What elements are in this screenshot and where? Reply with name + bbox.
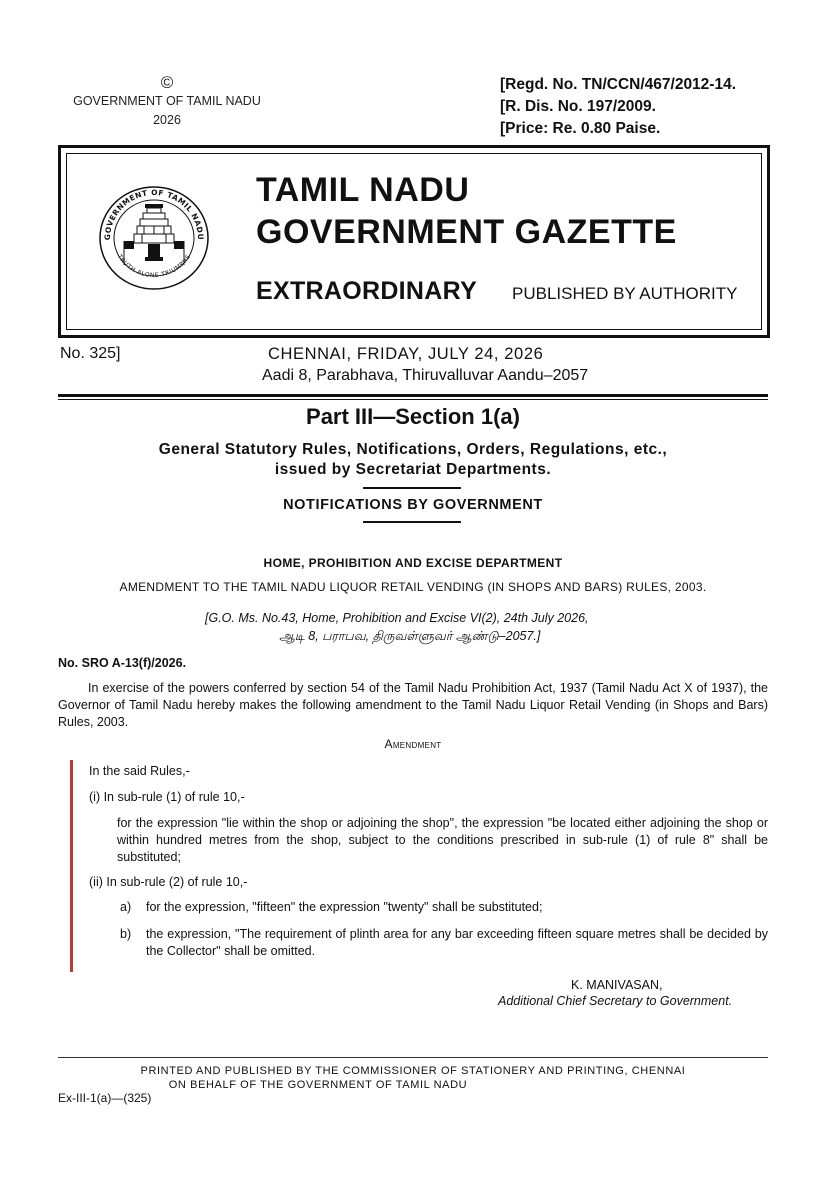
footer-line1: PRINTED AND PUBLISHED BY THE COMMISSIONER OF STATIONERY AND PRINTING, CHENNAI — [140, 1065, 686, 1077]
go-reference — [205, 609, 589, 645]
go-reference-line1: [G.O. Ms. No.43, Home, Prohibition and Excise VI(2), 24th July 2026, — [205, 611, 589, 625]
tamil-nadu-emblem — [94, 183, 214, 291]
header-right — [500, 74, 736, 140]
gazette-title-line2: GOVERNMENT GAZETTE — [256, 213, 677, 251]
issue-date: CHENNAI, FRIDAY, JULY 24, 2026 — [268, 345, 544, 363]
item-b-label: b) — [120, 927, 132, 941]
item-i-heading: (i) In sub-rule (1) of rule 10,- — [89, 790, 245, 804]
header-year: 2026 — [153, 113, 181, 127]
item-i-text: for the expression "lie within the shop or adjoining the shop", the expression "be located either adjoining the shop or within hundred metres from the shop, subject to the conditions prescribed in sub-rule (1) of rule 8" shall be substituted; — [117, 816, 768, 864]
amendment-marker-bar — [70, 760, 73, 972]
issue-number: No. 325] — [60, 345, 121, 362]
gazette-title-line1: TAMIL NADU — [256, 171, 470, 209]
government-name: GOVERNMENT OF TAMIL NADU — [73, 94, 261, 108]
preamble-paragraph: In exercise of the powers conferred by section 54 of the Tamil Nadu Prohibition Act, 1937 (Tamil Nadu Act X of 1937), the Governor of Tamil Nadu hereby makes the following amendment to the Tamil Nadu Liquor Retail Vending (in Shops and Bars) Rules, 2003. — [58, 681, 768, 729]
item-b-text: the expression, "The requirement of plinth area for any bar exceeding fifteen square metres shall be decided by the Collector" shall be omitted. — [146, 927, 768, 958]
extraordinary-label: EXTRAORDINARY — [256, 277, 478, 305]
short-rule-bottom — [363, 521, 461, 523]
go-reference-line2: ஆடி 8, பராபவ, திருவள்ளுவர் ஆண்டு–2057.] — [279, 629, 541, 643]
item-a-text: for the expression, "fifteen" the expression "twenty" shall be substituted; — [146, 900, 543, 914]
item-ii-heading: (ii) In sub-rule (2) of rule 10,- — [89, 875, 248, 889]
r-dis-no: [R. Dis. No. 197/2009. — [500, 98, 656, 115]
footer-rule — [58, 1057, 768, 1058]
emblem-top-text: GOVERNMENT OF TAMIL NADU — [102, 187, 206, 241]
extract-reference: Ex-III-1(a)—(325) — [58, 1091, 152, 1105]
divider-thick — [58, 394, 768, 397]
sro-number: No. SRO A-13(f)/2026. — [58, 656, 187, 670]
regd-no: [Regd. No. TN/CCN/467/2012-14. — [500, 76, 737, 93]
price: [Price: Re. 0.80 Paise. — [500, 120, 661, 137]
amendment-heading: Amendment — [384, 737, 442, 751]
published-by-label: PUBLISHED BY AUTHORITY — [512, 284, 738, 303]
lion-capital-icon — [145, 244, 163, 261]
item-a-label: a) — [120, 900, 132, 914]
part-title: Part III—Section 1(a) — [306, 404, 520, 429]
short-rule-top — [363, 487, 461, 489]
footer-line2: ON BEHALF OF THE GOVERNMENT OF TAMIL NADU — [168, 1079, 468, 1091]
header-left — [62, 74, 272, 130]
notification-title: AMENDMENT TO THE TAMIL NADU LIQUOR RETAIL VENDING (IN SHOPS AND BARS) RULES, 2003. — [119, 580, 707, 594]
signatory-name: K. MANIVASAN, — [571, 978, 663, 992]
footer-imprint — [58, 1064, 768, 1092]
notifications-heading: NOTIFICATIONS BY GOVERNMENT — [283, 497, 543, 513]
gopuram-icon — [134, 204, 174, 243]
section-subtitle-line1: General Statutory Rules, Notifications, Orders, Regulations, etc., — [158, 441, 668, 458]
section-subtitle — [58, 440, 768, 480]
issue-tamil-date: Aadi 8, Parabhava, Thiruvalluvar Aandu–2057 — [262, 367, 589, 384]
divider-thin — [58, 399, 768, 400]
emblem-bottom-text: TRUTH ALONE TRIUMPHS — [115, 253, 193, 280]
said-rules-line: In the said Rules,- — [89, 764, 190, 778]
copyright-symbol: © — [160, 73, 174, 92]
signatory-title: Additional Chief Secretary to Government. — [498, 994, 733, 1008]
department-heading: HOME, PROHIBITION AND EXCISE DEPARTMENT — [263, 556, 563, 570]
section-subtitle-line2: issued by Secretariat Departments. — [274, 461, 552, 478]
